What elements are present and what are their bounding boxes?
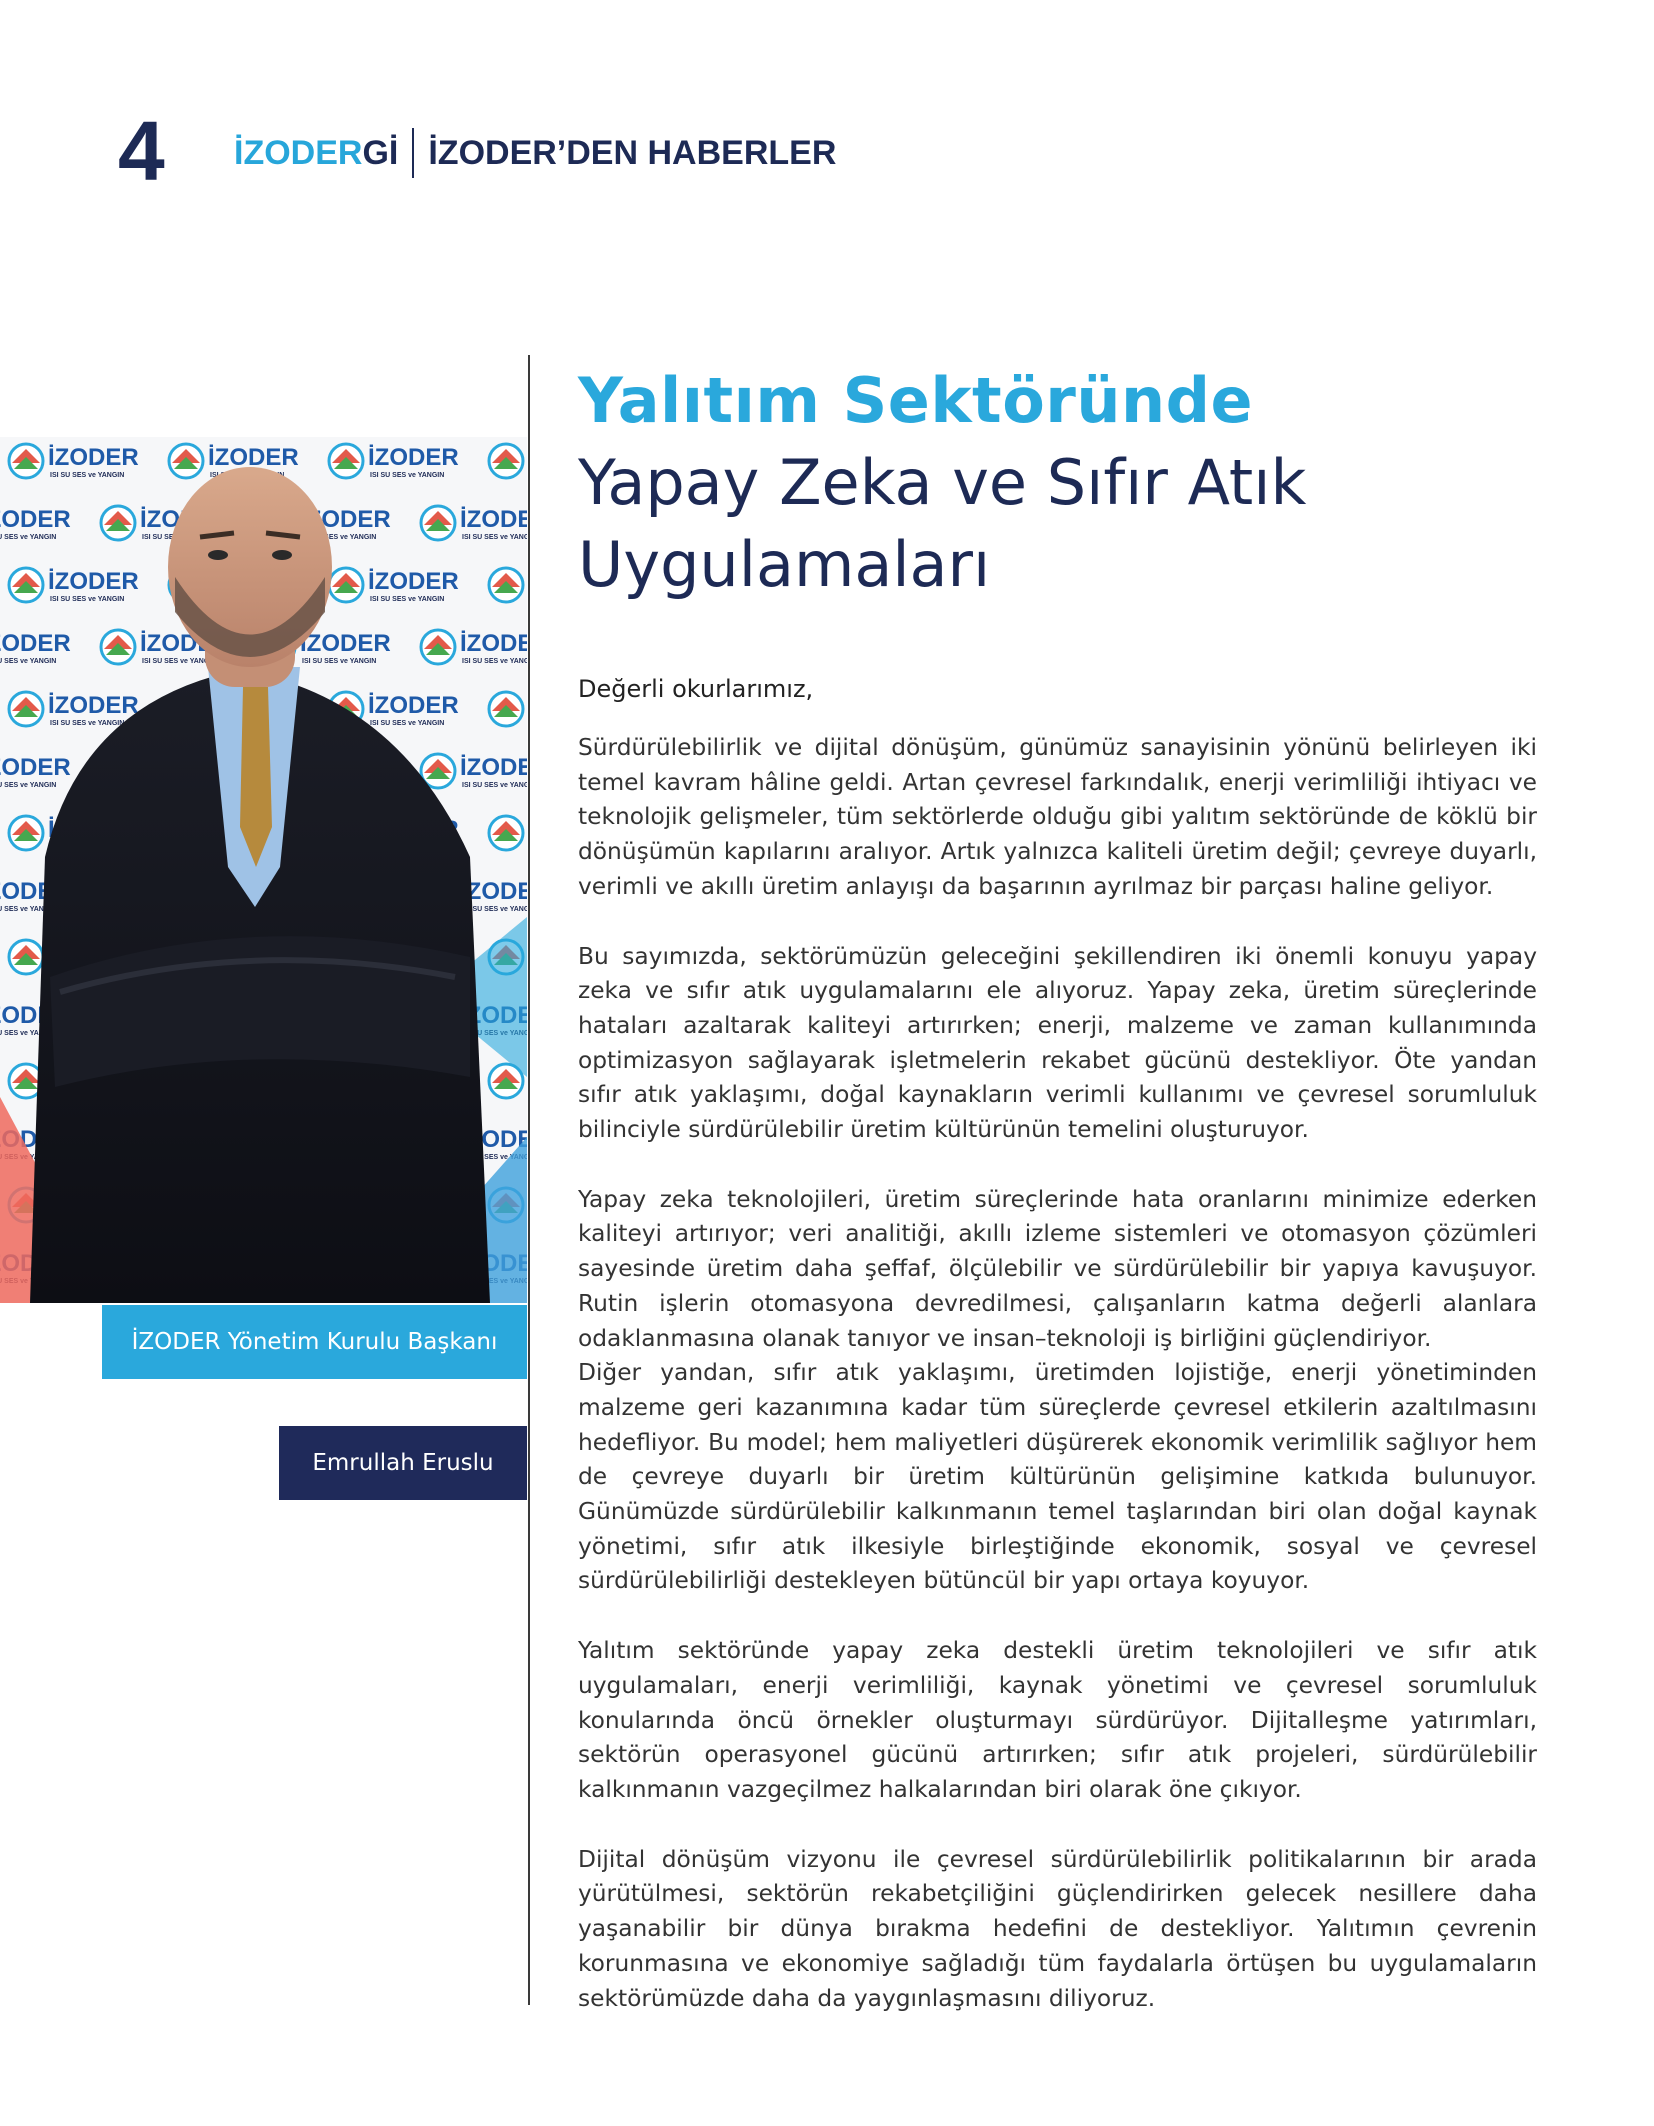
article-title [578, 360, 1608, 606]
role-caption: İZODER Yönetim Kurulu Başkanı [102, 1305, 527, 1379]
paragraph: Yalıtım sektöründe yapay zeka destekli üretim teknolojileri ve sıfır atık uygulamaları, enerji verimliliği, kaynak yönetimi ve çevresel sorumluluk konularında öncü örnekler oluşturmayı sürdürüyor. Dijitalleşme yatırımları, sektörün operasyonel gücünü artırırken; sıfır atık projeleri, sürdürülebilir kalkınmanın vazgeçilmez halkalarından biri olarak öne çıkıyor. [578, 1637, 1537, 1803]
header-divider [412, 128, 414, 178]
backdrop-logo [421, 630, 527, 665]
column-divider [528, 355, 530, 2005]
backdrop-logo [9, 444, 139, 479]
paragraph: Bu sayımızda, sektörümüzün geleceğini şekillendiren iki önemli konuyu yapay zeka ve sıfır atık uygulamalarını ele alıyoruz. Yapay zeka, üretim süreçlerinde hataları azaltarak kaliteyi artırırken; enerji, malzeme ve zaman kullanımında optimizasyon sağlayarak işletmelerin rekabet gücünü destekliyor. Öte yandan sıfır atık yaklaşımı, doğal kaynakların verimli kullanımı ve çevresel sorumluluk bilinciyle sürdürülebilir üretim kültürünün temelini oluşturuyor. [578, 942, 1537, 1144]
backdrop-logo [9, 568, 139, 603]
name-caption: Emrullah Eruslu [279, 1426, 527, 1500]
magazine-header [234, 128, 836, 178]
paragraph: Sürdürülebilirlik ve dijital dönüşüm, günümüz sanayisinin yönünü belirleyen iki temel kavram hâline geldi. Artan çevresel farkındalık, enerji verimliliği ihtiyacı ve teknolojik gelişmeler, tüm sektörlerde olduğu gibi yalıtım sektöründe de köklü bir dönüşümün kapılarını aralıyor. Artık yalnızca kaliteli üretim değil; çevreye duyarlı, verimli ve akıllı üretim anlayışı da başarının ayrılmaz bir parçası haline geliyor. [578, 734, 1537, 900]
brand-name-part1: İZODER [234, 134, 363, 172]
backdrop-logo [421, 754, 527, 789]
brand-name-part2: Gİ [362, 134, 399, 172]
paragraph: Yapay zeka teknolojileri, üretim süreçlerinde hata oranlarını minimize ederken kaliteyi artırıyor; veri analitiği, akıllı izleme sistemleri ve otomasyon çözümleri sayesinde üretim daha şeffaf, ölçülebilir ve sürdürülebilir bir yapıya kavuşuyor. Rutin işlerin otomasyona devredilmesi, çalışanların katma değerli alanlara odaklanmasına olanak tanıyor ve insan–teknoloji iş birliğini güçlendiriyor. [578, 1185, 1537, 1352]
backdrop-logo [9, 692, 139, 727]
backdrop-logo [329, 568, 459, 603]
backdrop-logo [329, 444, 459, 479]
paragraph: Dijital dönüşüm vizyonu ile çevresel sürdürülebilirlik politikalarının bir arada yürütülmesi, sektörün rekabetçiliğini güçlendirirken gelecek nesillere daha yaşanabilir bir dünya bırakma hedefini de destekliyor. Yalıtımın çevrenin korunmasına ve ekonomiye sağladığı tüm faydalarla örtüşen bu uygulamaların sektörümüzde daha da yaygınlaşmasını diliyoruz. [578, 1845, 1537, 2012]
backdrop-logo [421, 506, 527, 541]
page-number: 4 [118, 104, 165, 198]
section-title: İZODER’DEN HABERLER [428, 134, 837, 172]
title-line-3: Uygulamaları [578, 528, 991, 601]
portrait-illustration [0, 437, 527, 1303]
paragraph: Diğer yandan, sıfır atık yaklaşımı, üretimden lojistiğe, enerji yönetiminden malzeme geri kazanımına kadar tüm süreçlerde çevresel etkilerin azaltılmasını hedefliyor. Bu model; hem maliyetleri düşürerek ekonomik verimlilik sağlıyor hem de çevreye duyarlı bir üretim kültürünün gelişimine katkıda bulunuyor. Günümüzde sürdürülebilir kalkınmanın temel taşlarından biri olan doğal kaynak yönetimi, sıfır atık ilkesiyle birleştiğinde ekonomik, sosyal ve çevresel sürdürülebilirliği destekleyen bütüncül bir yapı ortaya koyuyor. [578, 1359, 1537, 1595]
greeting: Değerli okurlarımız, [578, 675, 814, 703]
article-body [578, 731, 1537, 2051]
title-line-2: Yapay Zeka ve Sıfır Atık [578, 446, 1307, 519]
title-line-1: Yalıtım Sektöründe [578, 364, 1254, 437]
portrait-photo [0, 437, 527, 1303]
